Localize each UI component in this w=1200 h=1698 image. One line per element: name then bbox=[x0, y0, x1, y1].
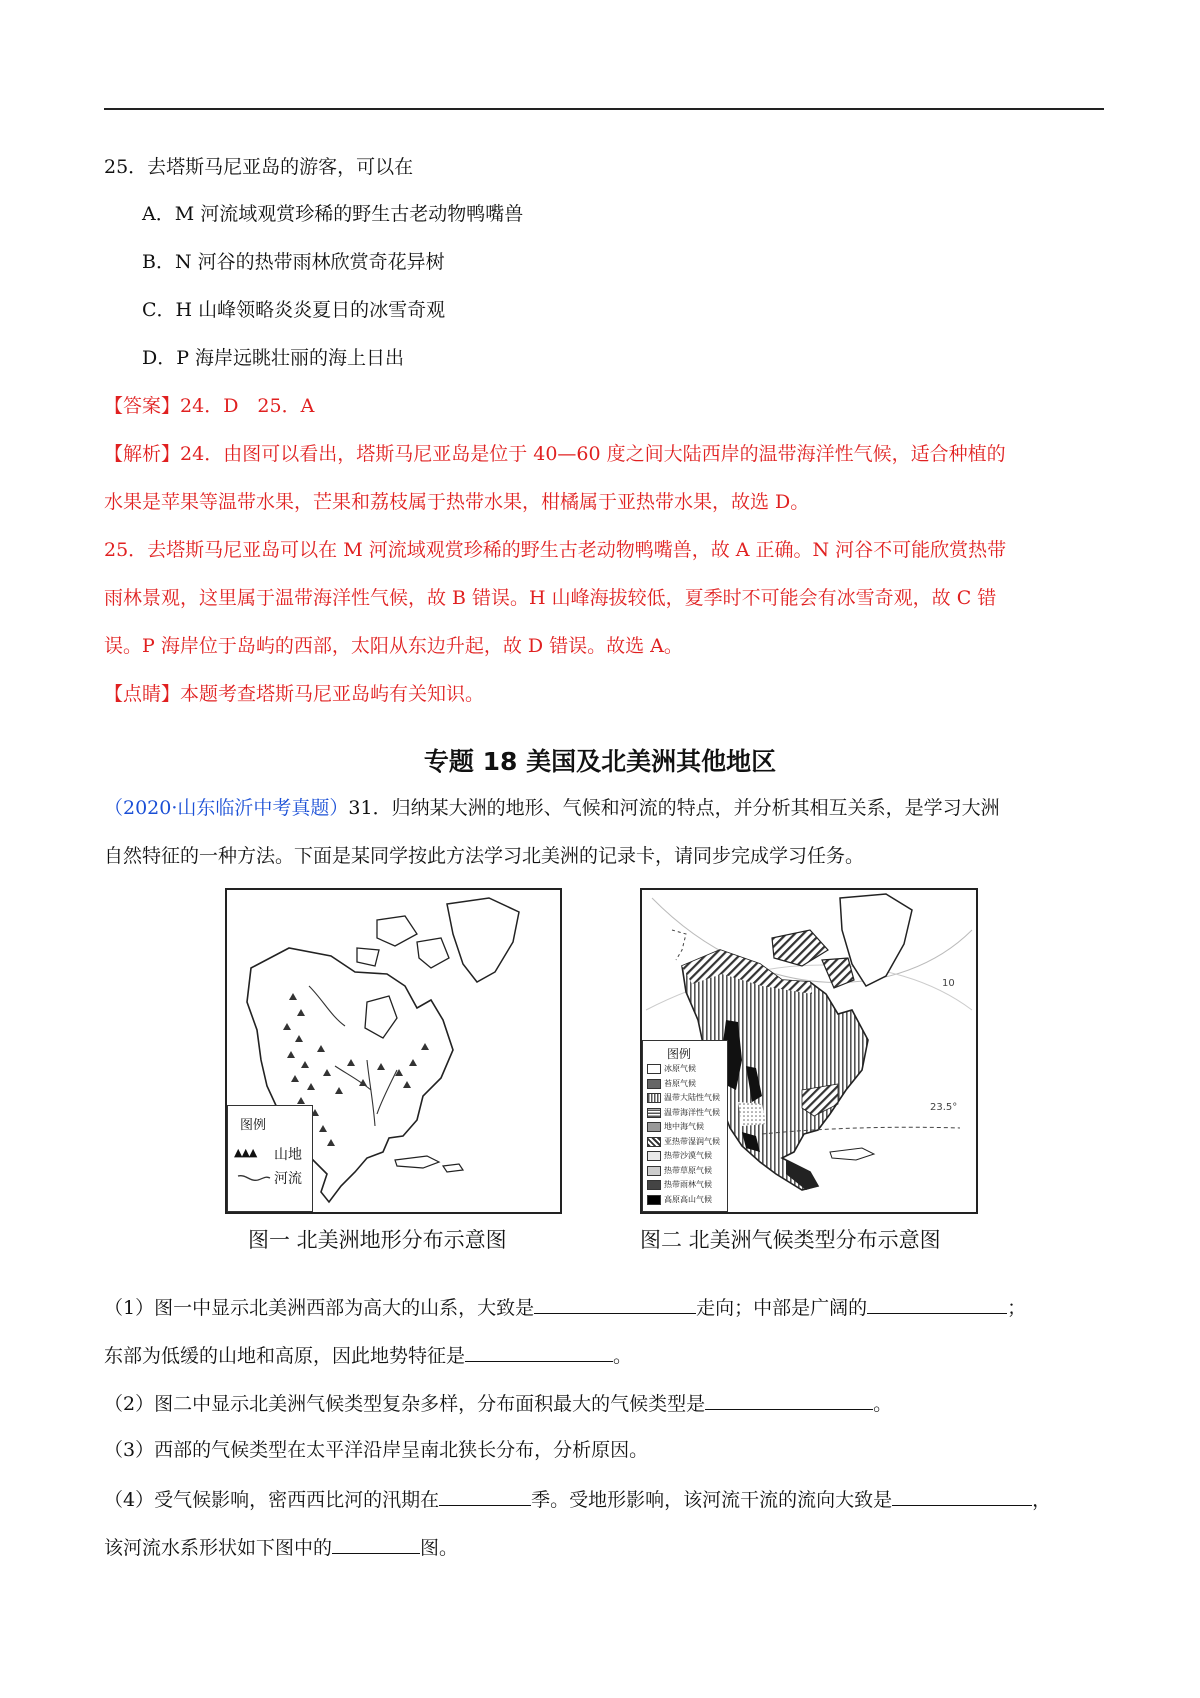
q25-option-d: D．P 海岸远眺壮丽的海上日出 bbox=[142, 347, 405, 369]
q31-intro-line-1 bbox=[104, 795, 1000, 821]
analysis-line-3: 25．去塔斯马尼亚岛可以在 M 河流域观赏珍稀的野生古老动物鸭嘴兽，故 A 正确。N 河谷不可能欣赏热带 bbox=[104, 539, 1007, 561]
figure-2-climate-map bbox=[640, 888, 978, 1214]
comment-line bbox=[104, 681, 484, 707]
greenland-outline bbox=[447, 898, 519, 982]
q25-stem: 25．去塔斯马尼亚岛的游客，可以在 bbox=[104, 156, 414, 178]
mountain-legend-icon: ▲▲▲ bbox=[234, 1146, 257, 1159]
analysis-line-4: 雨林景观，这里属于温带海洋性气候，故 B 错误。H 山峰海拔较低，夏季时不可能会有冰雪奇观，故 C 错 bbox=[104, 587, 997, 609]
fig1-legend bbox=[227, 1105, 313, 1212]
answer-blank-2[interactable] bbox=[867, 1293, 1007, 1314]
arctic-island bbox=[357, 948, 379, 966]
figure-1-terrain-map bbox=[225, 888, 562, 1214]
legend-item: 温带海洋性气候 bbox=[647, 1107, 727, 1122]
q25-option-c: C．H 山峰领略炎炎夏日的冰雪奇观 bbox=[142, 299, 446, 321]
legend-swatch bbox=[647, 1180, 661, 1190]
comment-label: 【点睛】 bbox=[104, 683, 181, 705]
q31-intro-2: 自然特征的一种方法。下面是某同学按此方法学习北美洲的记录卡，请同步完成学习任务。 bbox=[104, 845, 865, 867]
answer-line bbox=[104, 393, 314, 419]
river-legend-icon bbox=[236, 1172, 272, 1184]
fig1-legend-title: 图例 bbox=[240, 1118, 267, 1133]
analysis-line-2: 水果是苹果等温带水果，芒果和荔枝属于热带水果，柑橘属于亚热带水果，故选 D。 bbox=[104, 491, 810, 513]
q31-source: （2020·山东临沂中考真题） bbox=[104, 797, 349, 819]
legend-swatch bbox=[647, 1151, 661, 1161]
subq-4-line-2: 该河流水系形状如下图中的 图。 bbox=[104, 1533, 458, 1561]
legend-item: 热带沙漠气候 bbox=[647, 1150, 727, 1165]
caribbean-island bbox=[443, 1164, 463, 1172]
legend-swatch bbox=[647, 1079, 661, 1089]
legend-item: 热带雨林气候 bbox=[647, 1179, 727, 1194]
arctic-island bbox=[417, 938, 449, 968]
answer-blank-1[interactable] bbox=[534, 1293, 696, 1314]
legend-item: 冰原气候 bbox=[647, 1063, 727, 1078]
fig1-legend-mountain: 山地 bbox=[274, 1147, 302, 1163]
header-rule bbox=[104, 108, 1104, 110]
legend-item: 亚热带湿润气候 bbox=[647, 1136, 727, 1151]
legend-swatch bbox=[647, 1093, 661, 1103]
tropic-label: 23.5° bbox=[930, 1102, 958, 1113]
tropical-rainforest-region bbox=[786, 1160, 818, 1190]
legend-item: 热带草原气候 bbox=[647, 1165, 727, 1180]
answer-blank-6[interactable] bbox=[892, 1485, 1032, 1506]
answer-blank-7[interactable] bbox=[332, 1533, 420, 1554]
answer-blank-3[interactable] bbox=[465, 1341, 613, 1362]
comment-text: 本题考查塔斯马尼亚岛屿有关知识。 bbox=[180, 683, 485, 705]
arctic-island bbox=[822, 958, 854, 988]
caribbean-island bbox=[395, 1156, 439, 1168]
subq-1-line-1: （1）图一中显示北美洲西部为高大的山系，大致是 走向；中部是广阔的 ； bbox=[104, 1293, 1026, 1321]
answer-blank-4[interactable] bbox=[705, 1389, 873, 1410]
legend-item: 苔原气候 bbox=[647, 1078, 727, 1093]
subq-3: （3）西部的气候类型在太平洋沿岸呈南北狭长分布，分析原因。 bbox=[104, 1439, 649, 1461]
fig1-legend-river: 河流 bbox=[274, 1171, 302, 1187]
arctic-island bbox=[377, 916, 417, 946]
subq-1-line-2: 东部为低缓的山地和高原，因此地势特征是 。 bbox=[104, 1341, 632, 1369]
legend-swatch bbox=[647, 1122, 661, 1132]
fig2-legend bbox=[642, 1040, 728, 1212]
analysis-label: 【解析】 bbox=[104, 443, 181, 465]
legend-swatch bbox=[647, 1064, 661, 1074]
fig2-legend-title: 图例 bbox=[667, 1047, 692, 1061]
subq-4-line-1: （4）受气候影响，密西西比河的汛期在 季。受地形影响，该河流干流的流向大致是 ， bbox=[104, 1485, 1051, 1513]
arctic-island bbox=[772, 930, 828, 966]
q31-intro-1: 31．归纳某大洲的地形、气候和河流的特点，并分析其相互关系，是学习大洲 bbox=[348, 797, 1000, 819]
latitude-label: 10 bbox=[942, 978, 955, 989]
q25-option-b: B．N 河谷的热带雨林欣赏奇花异树 bbox=[142, 251, 445, 273]
legend-item: 温带大陆性气候 bbox=[647, 1092, 727, 1107]
legend-item: 高原高山气候 bbox=[647, 1194, 727, 1209]
analysis-line-1 bbox=[104, 441, 1006, 467]
analysis-text-1: 24．由图可以看出，塔斯马尼亚岛是位于 40—60 度之间大陆西岸的温带海洋性气候，适合种植的 bbox=[180, 443, 1006, 465]
fig2-legend-list bbox=[647, 1063, 727, 1208]
caribbean-island bbox=[830, 1148, 874, 1160]
section-title: 专题 18 美国及北美洲其他地区 bbox=[423, 747, 777, 776]
dashed-border bbox=[672, 930, 686, 960]
fig1-caption: 图一 北美洲地形分布示意图 bbox=[248, 1228, 507, 1252]
desert-region bbox=[738, 1102, 766, 1126]
answer-text: 24．D 25．A bbox=[180, 395, 315, 417]
analysis-line-5: 误。P 海岸位于岛屿的西部，太阳从东边升起，故 D 错误。故选 A。 bbox=[104, 635, 683, 657]
subq-2: （2）图二中显示北美洲气候类型复杂多样，分布面积最大的气候类型是 。 bbox=[104, 1389, 892, 1417]
q25-option-a: A．M 河流域观赏珍稀的野生古老动物鸭嘴兽 bbox=[142, 203, 524, 225]
legend-swatch bbox=[647, 1195, 661, 1205]
answer-label: 【答案】 bbox=[104, 395, 181, 417]
legend-swatch bbox=[647, 1108, 661, 1118]
legend-swatch bbox=[647, 1166, 661, 1176]
legend-item: 地中海气候 bbox=[647, 1121, 727, 1136]
legend-swatch bbox=[647, 1137, 661, 1147]
fig2-caption: 图二 北美洲气候类型分布示意图 bbox=[640, 1228, 941, 1252]
answer-blank-5[interactable] bbox=[439, 1485, 531, 1506]
